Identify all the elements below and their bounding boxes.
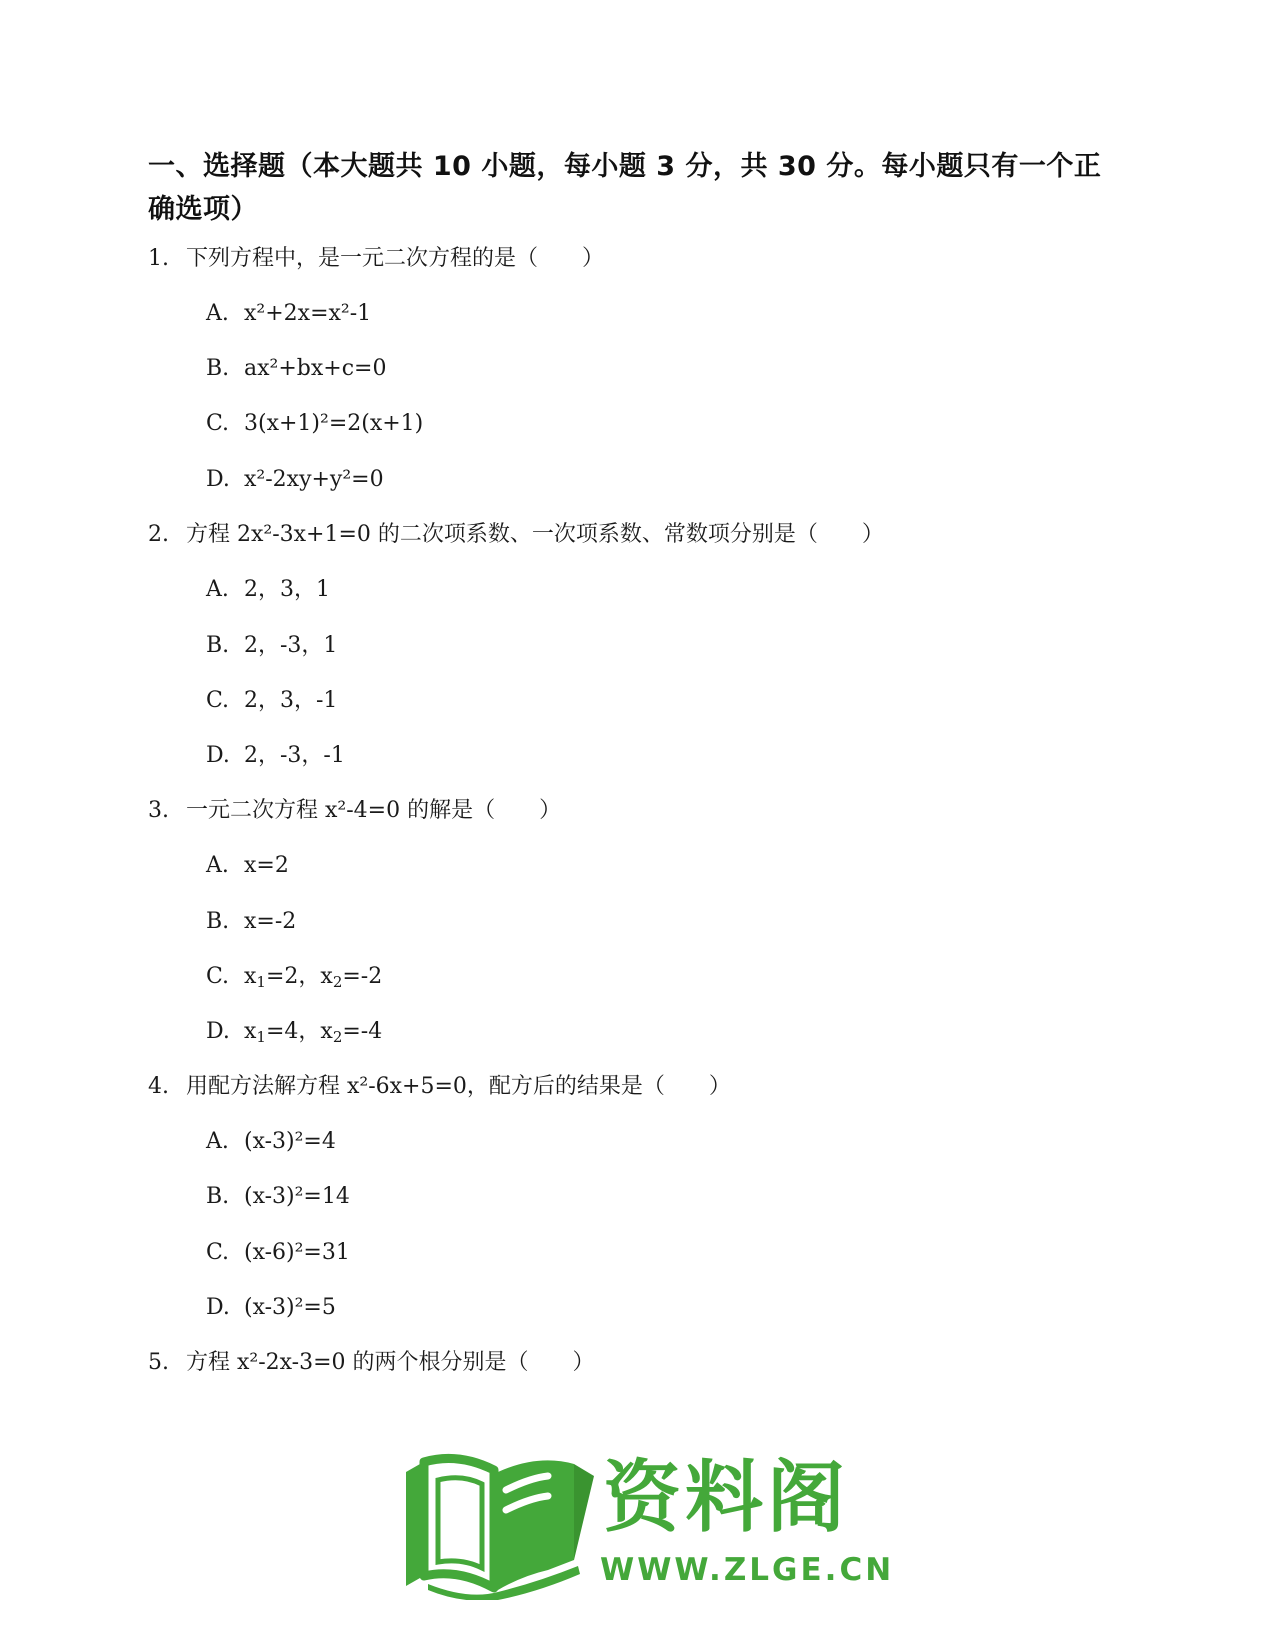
- option-label: D.: [206, 1295, 230, 1320]
- question-3-option-c: [206, 962, 382, 997]
- question-4-option-d: [206, 1293, 336, 1323]
- option-text: 2，3，1: [244, 577, 330, 602]
- option-text: $x_1=4$，$x_2=-4$: [244, 1019, 383, 1046]
- question-2-option-d: [206, 741, 345, 771]
- option-label: B.: [206, 633, 230, 658]
- option-text: $x_1=2$，$x_2=-2$: [244, 964, 383, 991]
- watermark-url: WWW.ZLGE.CN: [600, 1552, 895, 1588]
- option-label: C.: [206, 688, 230, 713]
- question-2: [148, 520, 884, 550]
- watermark-name: 资料阁: [603, 1453, 850, 1543]
- question-number: 4.: [148, 1074, 169, 1099]
- option-label: C.: [206, 411, 230, 436]
- question-2-option-b: [206, 631, 337, 661]
- question-4-option-b: [206, 1182, 350, 1212]
- question-stem: 方程 2x²-3x+1=0 的二次项系数、一次项系数、常数项分别是（ ）: [186, 522, 884, 547]
- question-2-option-c: [206, 686, 337, 716]
- option-label: A.: [206, 301, 229, 326]
- open-book-icon: [398, 1450, 598, 1600]
- option-label: C.: [206, 1240, 230, 1265]
- question-stem: 下列方程中，是一元二次方程的是（ ）: [186, 246, 605, 271]
- question-1-option-a: [206, 299, 371, 329]
- option-text: x²-2xy+y²=0: [244, 467, 384, 492]
- question-3-option-a: [206, 851, 289, 881]
- option-label: B.: [206, 1184, 230, 1209]
- question-3-option-d: [206, 1017, 382, 1052]
- option-label: B.: [206, 356, 230, 381]
- question-3: [148, 796, 561, 826]
- option-label: A.: [206, 853, 229, 878]
- option-text: (x-6)²=31: [244, 1240, 350, 1265]
- question-1: [148, 244, 604, 274]
- option-text: 2，-3，-1: [244, 743, 345, 768]
- watermark-logo: [398, 1450, 895, 1600]
- question-3-option-b: [206, 907, 296, 937]
- question-1-option-b: [206, 354, 386, 384]
- question-number: 2.: [148, 522, 169, 547]
- question-4-option-a: [206, 1127, 336, 1157]
- question-5: [148, 1348, 595, 1378]
- option-label: A.: [206, 577, 229, 602]
- question-4-option-c: [206, 1238, 350, 1268]
- option-text: x=2: [244, 853, 289, 878]
- question-stem: 方程 x²-2x-3=0 的两个根分别是（ ）: [186, 1350, 595, 1375]
- option-label: D.: [206, 1019, 230, 1044]
- question-number: 1.: [148, 246, 169, 271]
- option-text: (x-3)²=4: [244, 1129, 336, 1154]
- option-label: C.: [206, 964, 230, 989]
- question-1-option-c: [206, 409, 423, 439]
- option-text: x²+2x=x²-1: [244, 301, 372, 326]
- question-stem: 一元二次方程 x²-4=0 的解是（ ）: [186, 798, 562, 823]
- question-4: [148, 1072, 731, 1102]
- option-text: (x-3)²=14: [244, 1184, 350, 1209]
- option-text: x=-2: [244, 909, 297, 934]
- option-text: 2，3，-1: [244, 688, 338, 713]
- option-text: ax²+bx+c=0: [244, 356, 387, 381]
- question-2-option-a: [206, 575, 330, 605]
- option-label: D.: [206, 467, 230, 492]
- question-number: 3.: [148, 798, 169, 823]
- option-label: D.: [206, 743, 230, 768]
- question-number: 5.: [148, 1350, 169, 1375]
- option-label: B.: [206, 909, 230, 934]
- option-label: A.: [206, 1129, 229, 1154]
- question-stem: 用配方法解方程 x²-6x+5=0，配方后的结果是（ ）: [186, 1074, 731, 1099]
- question-1-option-d: [206, 465, 384, 495]
- option-text: 2，-3，1: [244, 633, 338, 658]
- option-text: 3(x+1)²=2(x+1): [244, 411, 424, 436]
- section-title: 一、选择题（本大题共 10 小题，每小题 3 分，共 30 分。每小题只有一个正确选项）: [148, 151, 1102, 225]
- option-text: (x-3)²=5: [244, 1295, 336, 1320]
